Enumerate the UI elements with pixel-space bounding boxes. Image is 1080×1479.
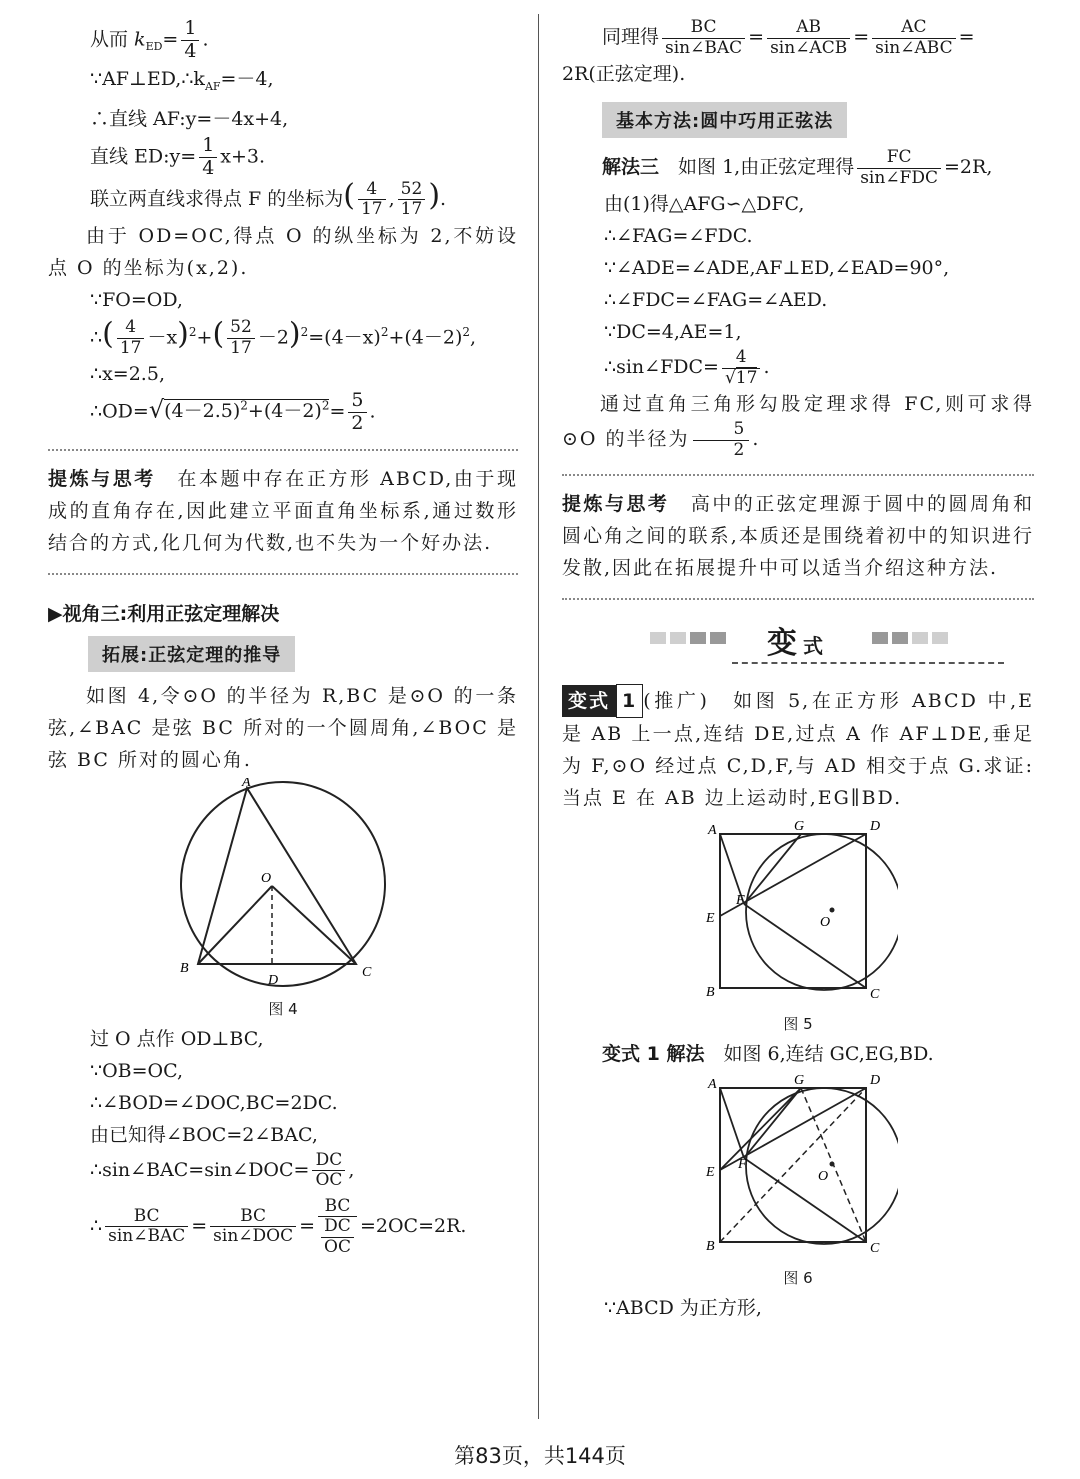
fig4-label-o: O bbox=[261, 870, 272, 886]
deriv-step-5: ∴sin∠BAC=sin∠DOC= $\frac{DC}{OC}$ , bbox=[90, 1149, 355, 1191]
eq-k-ed: 从而 $k_{ED}=$ $\frac{1}{4}$ . bbox=[90, 17, 209, 62]
dotted-divider bbox=[48, 573, 518, 575]
fig5-label-f: F bbox=[736, 893, 745, 909]
eq-od-value: $\therefore OD=√(4-2.5)^2+(4-2)^2=$ $\frac{5}{2}$ . bbox=[90, 389, 376, 434]
eq-line-af: ∴直线 AF:y=－4x+4, bbox=[90, 107, 289, 130]
method-tag: 基本方法:圆中巧用正弦法 bbox=[602, 102, 847, 138]
figure-6-diagram bbox=[698, 1072, 898, 1262]
dotted-divider bbox=[562, 598, 1034, 600]
fig4-label-b: B bbox=[180, 960, 189, 976]
fig5-label-d: D bbox=[870, 819, 881, 835]
fig6-label-a: A bbox=[708, 1077, 717, 1093]
page-footer: 第83页，共144页 bbox=[454, 1444, 626, 1468]
fig6-label-g: G bbox=[794, 1073, 805, 1089]
dotted-divider bbox=[562, 474, 1034, 476]
fig6-label-e: E bbox=[706, 1165, 715, 1181]
dotted-divider bbox=[48, 449, 518, 451]
fig6-label-d: D bbox=[870, 1073, 881, 1089]
eq-point-f: 联立两直线求得点 F 的坐标为( $\frac{4}{17}$ , $\frac{52}{17}$ ). bbox=[90, 177, 447, 220]
variant-label: 变式 bbox=[562, 685, 616, 717]
deriv-step-3: ∴∠BOD=∠DOC,BC=2DC. bbox=[90, 1091, 338, 1114]
solution-three-intro: 解法三 如图 1,由正弦定理得 $\frac{FC}{\text{sin∠FDC}}$ =2R, bbox=[602, 147, 993, 188]
variant-number: 1 bbox=[616, 684, 643, 718]
final-line: ∵ABCD 为正方形, bbox=[604, 1297, 762, 1320]
figure-5 bbox=[562, 818, 1034, 1013]
fig6-label-o: O bbox=[818, 1169, 829, 1185]
reflection-paragraph: 提炼与思考 在本题中存在正方形 ABCD,由于现成的直角存在,因此建立平面直角坐标系,通过数形结合的方式,化几何为代数,也不失为一个好办法. bbox=[48, 467, 518, 554]
column-divider bbox=[538, 14, 539, 1419]
fig5-label-e: E bbox=[706, 911, 715, 927]
reflection-paragraph-right: 提炼与思考 高中的正弦定理源于圆中的圆周角和圆心角之间的联系,本质还是围绕着初中的知识进行发散,因此在拓展提升中可以适当介绍这种方法. bbox=[562, 493, 1034, 580]
figure-6-caption: 图 6 bbox=[783, 1269, 813, 1288]
variant-banner bbox=[562, 618, 1034, 674]
figure-4 bbox=[48, 778, 518, 998]
solution-step-3: ∵∠ADE=∠ADE,AF⊥ED,∠EAD=90°, bbox=[604, 257, 950, 280]
figure-4-caption: 图 4 bbox=[268, 999, 298, 1018]
reflection-label-right: 提炼与思考 bbox=[562, 493, 670, 516]
fig4-label-a: A bbox=[242, 777, 251, 790]
reflection-label: 提炼与思考 bbox=[48, 467, 156, 490]
fig5-label-c: C bbox=[870, 987, 880, 1003]
solution-three-label: 解法三 bbox=[602, 156, 660, 179]
fig6-label-c: C bbox=[870, 1241, 880, 1257]
variant-solution-intro: 变式 1 解法 如图 6,连结 GC,EG,BD. bbox=[602, 1043, 934, 1066]
right-column bbox=[562, 18, 1034, 1324]
figure-5-diagram bbox=[698, 818, 898, 1008]
paragraph-sine-setup: 如图 4,令⊙O 的半径为 R,BC 是⊙O 的一条弦,∠BAC 是弦 BC 所对的一个圆周角,∠BOC 是弦 BC 所对的圆心角. bbox=[48, 684, 518, 771]
banner-title: 变式 bbox=[767, 626, 829, 662]
eq-line-ed: 直线 ED:y= $\frac{1}{4}$ x+3. bbox=[90, 133, 266, 179]
variant-solution-label: 变式 1 解法 bbox=[602, 1043, 705, 1066]
variant-problem: 变式 1 (推广) 如图 5,在正方形 ABCD 中,E 是 AB 上一点,连结 DE,过点 A 作 AF⊥DE,垂足为 F,⊙O 经过点 C,D,F,与 AD 相交于点 G.求证:当点 E 在 AB 边上运动时,EG∥BD. bbox=[562, 684, 1034, 814]
solution-step-6: ∴sin∠FDC= $\frac{4}{√17}$ . bbox=[604, 347, 770, 388]
figure-4-diagram bbox=[168, 778, 398, 993]
banner-rule bbox=[732, 662, 1004, 664]
fig5-label-b: B bbox=[706, 985, 715, 1001]
fig6-label-f: F bbox=[738, 1157, 747, 1173]
solution-step-2: ∴∠FAG=∠FDC. bbox=[604, 225, 753, 248]
deriv-step-4: 由已知得∠BOC=2∠BAC, bbox=[90, 1123, 318, 1146]
deriv-step-6: ∴ $\frac{BC}{\text{sin∠BAC}}$ = $\frac{BC}{\text{sin∠DOC}}$ = $\frac{BC}{\frac{DC}{OC}}$ =2OC=2R. bbox=[90, 1195, 467, 1257]
banner-blocks-right bbox=[872, 632, 948, 644]
fig4-label-d: D bbox=[268, 972, 279, 988]
left-column bbox=[48, 18, 518, 1261]
fig6-label-b: B bbox=[706, 1239, 715, 1255]
deriv-step-2: ∵OB=OC, bbox=[90, 1059, 184, 1082]
section-heading: ▶视角三:利用正弦定理解决 bbox=[48, 602, 280, 625]
fig5-label-o: O bbox=[820, 915, 831, 931]
eq-k-af: $\because AF\perp ED,\therefore k_{AF}=-4$, bbox=[90, 68, 274, 93]
fig5-label-a: A bbox=[708, 823, 717, 839]
solution-step-5: ∵DC=4,AE=1, bbox=[604, 321, 742, 344]
figure-6 bbox=[562, 1072, 1034, 1267]
eq-distance: ∴( $\frac{4}{17}$ －x)$^2$+( $\frac{52}{17}$ $-2)^2=(4-x)^2+(4-2)^2$, bbox=[90, 316, 477, 358]
solution-step-1: 由(1)得△AFG∽△DFC, bbox=[604, 193, 805, 216]
eq-x-value: ∴x=2.5, bbox=[90, 363, 165, 386]
eq-sine-law-end: 2R(正弦定理). bbox=[562, 63, 686, 86]
fig4-label-c: C bbox=[362, 964, 372, 980]
eq-sine-law-similar: 同理得 $\frac{BC}{\text{sin∠BAC}}$ = $\frac{AB}{\text{sin∠ACB}}$ = $\frac{AC}{\text{sin∠ABC}}$ = bbox=[602, 17, 975, 58]
solution-conclusion: 通过直角三角形勾股定理求得 FC,则可求得⊙O 的半径为 $\frac{5}{2}$ . bbox=[562, 393, 1034, 460]
figure-5-caption: 图 5 bbox=[783, 1015, 813, 1034]
paragraph-o-coordinate: 由于 OD=OC,得点 O 的纵坐标为 2,不妨设点 O 的坐标为(x,2). bbox=[48, 224, 518, 279]
eq-fo-od: ∵FO=OD, bbox=[90, 288, 183, 311]
fig5-label-g: G bbox=[794, 819, 805, 835]
solution-step-4: ∴∠FDC=∠FAG=∠AED. bbox=[604, 289, 828, 312]
deriv-step-1: 过 O 点作 OD⊥BC, bbox=[90, 1027, 264, 1050]
topic-tag: 拓展:正弦定理的推导 bbox=[88, 636, 295, 672]
